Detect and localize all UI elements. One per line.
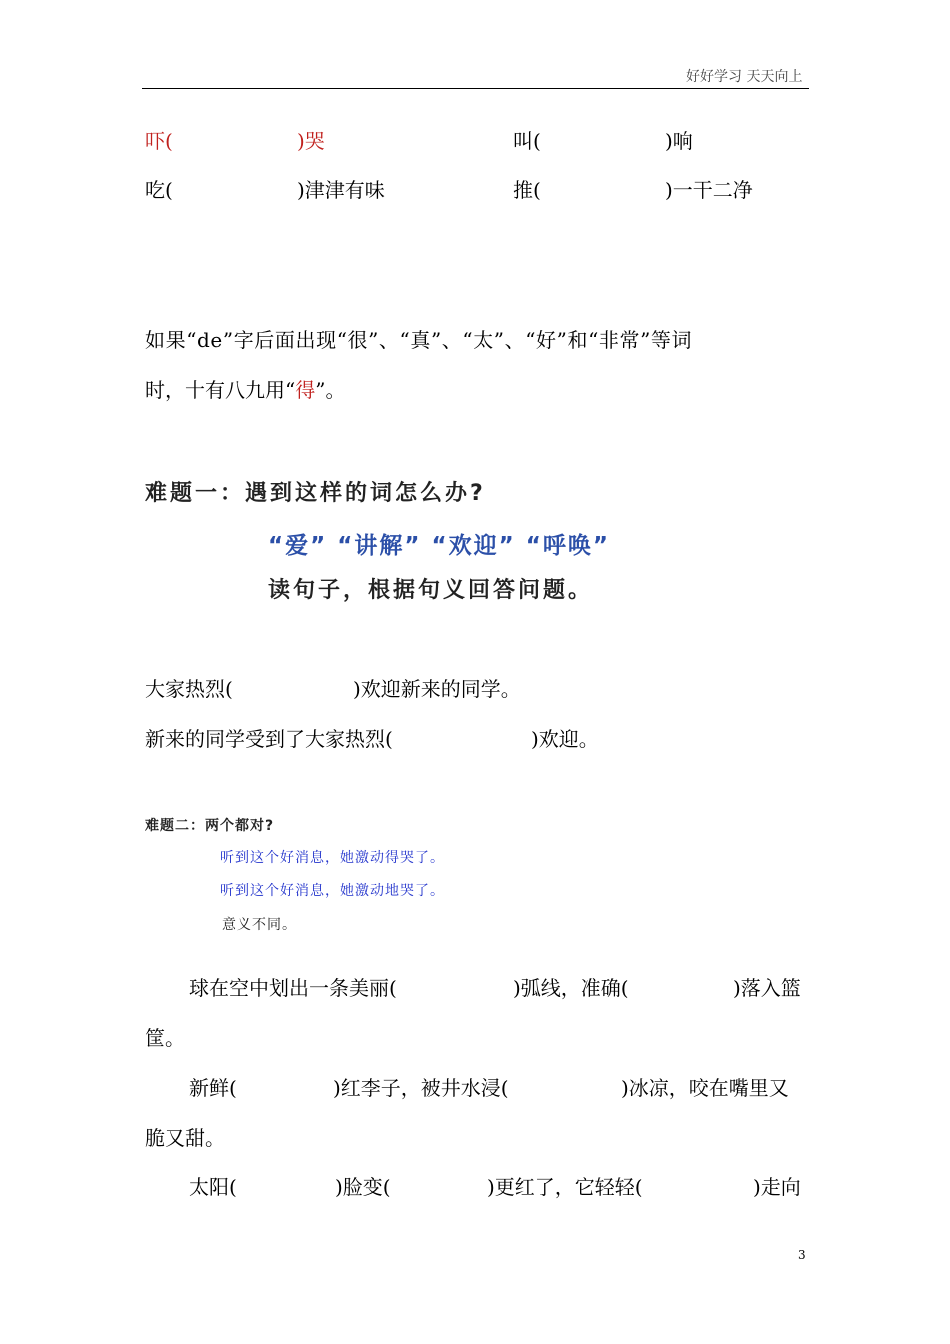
problem2-note: 意义不同。 [222,917,297,933]
problem1-subtitle: 读句子，根据句义回答问题。 [268,578,594,603]
page-number: 3 [798,1248,806,1262]
exercise-1-part-b: )弧线，准确( [513,976,629,1000]
exercise-1-part-a: 球在空中划出一条美丽( [189,976,397,1000]
sentence-1-open: 大家热烈( [145,677,233,701]
pair-1a-close: )哭 [297,129,325,153]
problem2-line-2: 听到这个好消息，她激动地哭了。 [220,883,445,899]
pair-2b-close: )一干二净 [665,178,753,202]
problem1-words: “爱” “讲解” “欢迎” “呼唤” [268,533,610,559]
exercise-3-part-b: )脸变( [335,1175,391,1199]
exercise-2-wrap: 脆又甜。 [145,1126,225,1150]
sentence-2-open: 新来的同学受到了大家热烈( [145,727,393,751]
sentence-2-close: )欢迎。 [531,727,599,751]
header-slogan: 好好学习 天天向上 [686,69,803,85]
sentence-1-close: )欢迎新来的同学。 [353,677,521,701]
problem1-title: 难题一：遇到这样的词怎么办? [145,481,486,506]
rule-emphasis: 得 [295,378,316,402]
pair-1b-close: )响 [665,129,693,153]
exercise-2-part-a: 新鲜( [189,1076,237,1100]
problem2-title: 难题二：两个都对? [145,818,275,834]
pair-2a-open: 吃( [145,178,173,202]
rule-line-2: 时，十有八九用“得”。 [145,378,346,402]
rule-line-1: 如果“de”字后面出现“很”、“真”、“太”、“好”和“非常”等词 [145,328,693,352]
pair-1a-open: 吓( [145,129,173,153]
pair-1b-open: 叫( [513,129,541,153]
exercise-3-part-d: )走向 [753,1175,801,1199]
exercise-1-part-c: )落入篮 [733,976,801,1000]
exercise-2-part-b: )红李子，被井水浸( [333,1076,509,1100]
problem2-line-1: 听到这个好消息，她激动得哭了。 [220,850,445,866]
header-rule [142,88,809,89]
pair-2a-close: )津津有味 [297,178,385,202]
exercise-2-part-c: )冰凉，咬在嘴里又 [621,1076,789,1100]
pair-2b-open: 推( [513,178,541,202]
exercise-3-part-c: )更红了，它轻轻( [487,1175,643,1199]
exercise-1-wrap: 筐。 [145,1026,185,1050]
exercise-3-part-a: 太阳( [189,1175,237,1199]
